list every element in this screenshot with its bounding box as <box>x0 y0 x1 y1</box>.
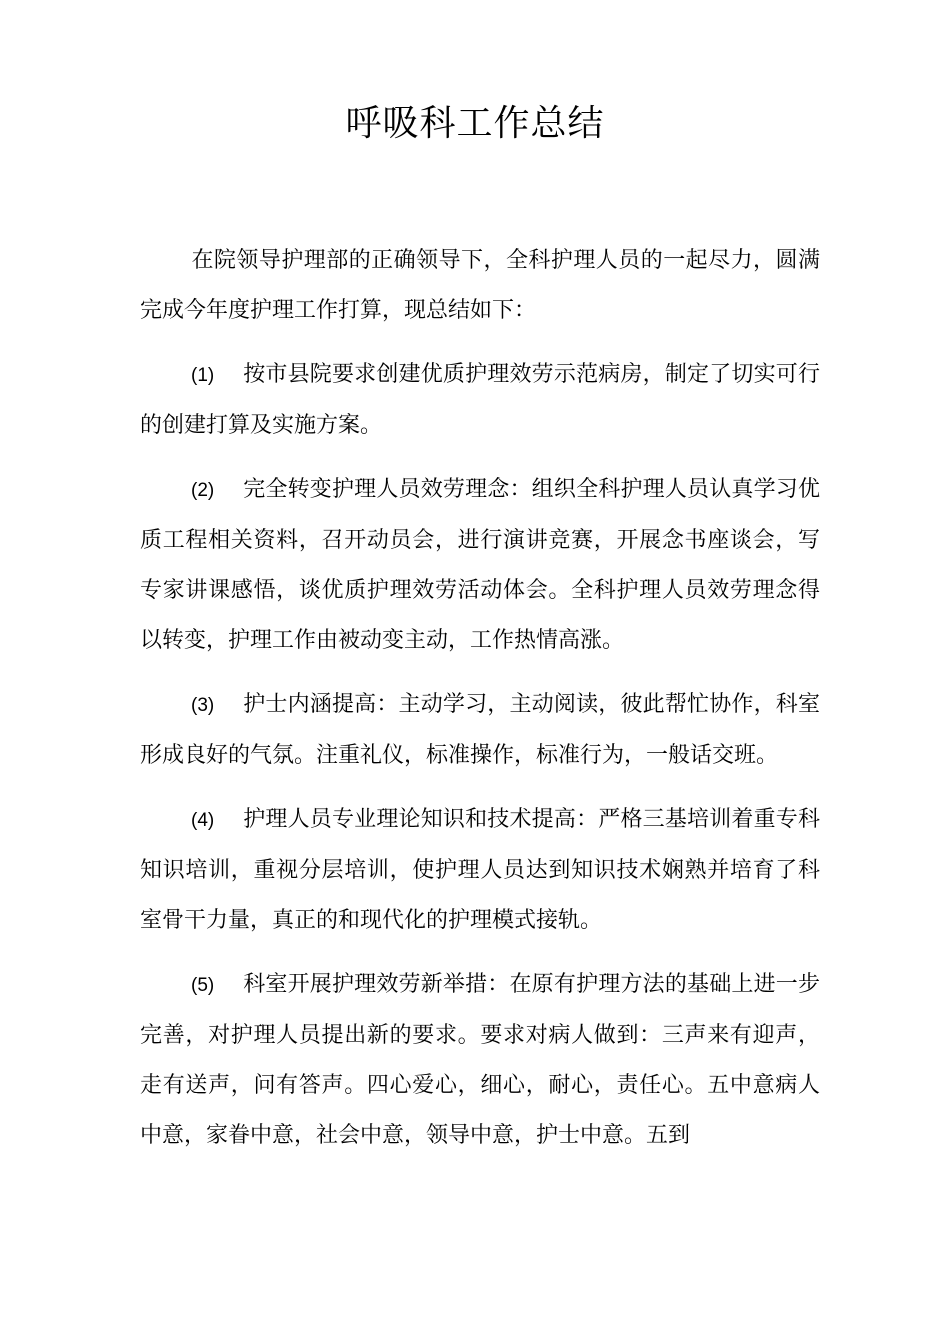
item-text: 按市县院要求创建优质护理效劳示范病房，制定了切实可行的创建打算及实施方案。 <box>140 362 820 438</box>
intro-text: 在院领导护理部的正确领导下，全科护理人员的一起尽力，圆满完成今年度护理工作打算，现总结如下： <box>140 248 820 323</box>
item-number: (5) <box>191 975 215 996</box>
item-number: (3) <box>191 695 215 716</box>
item-number: (2) <box>191 480 215 501</box>
item-number: (1) <box>191 365 215 386</box>
document-title: 呼吸科工作总结 <box>345 103 605 144</box>
list-item <box>140 795 820 946</box>
list-item <box>140 350 820 451</box>
list-item <box>140 465 820 666</box>
item-text: 科室开展护理效劳新举措：在原有护理方法的基础上进一步完善，对护理人员提出新的要求。要求对病人做到：三声来有迎声，走有送声，问有答声。四心爱心，细心，耐心，责任心。五中意病人中意，家眷中意，社会中意，领导中意，护士中意。五到 <box>140 972 820 1148</box>
item-text: 护士内涵提高：主动学习，主动阅读，彼此帮忙协作，科室形成良好的气氛。注重礼仪，标准操作，标准行为，一般话交班。 <box>140 692 820 768</box>
item-text: 完全转变护理人员效劳理念：组织全科护理人员认真学习优质工程相关资料，召开动员会，进行演讲竞赛，开展念书座谈会，写专家讲课感悟，谈优质护理效劳活动体会。全科护理人员效劳理念得以转变，护理工作由被动变主动，工作热情高涨。 <box>140 477 820 653</box>
item-number: (4) <box>191 810 215 831</box>
list-item <box>140 680 820 781</box>
list-item <box>140 960 820 1161</box>
intro-paragraph <box>140 236 820 336</box>
document-body <box>140 236 820 1175</box>
item-text: 护理人员专业理论知识和技术提高：严格三基培训着重专科知识培训，重视分层培训，使护理人员达到知识技术娴熟并培育了科室骨干力量，真正的和现代化的护理模式接轨。 <box>140 807 820 933</box>
